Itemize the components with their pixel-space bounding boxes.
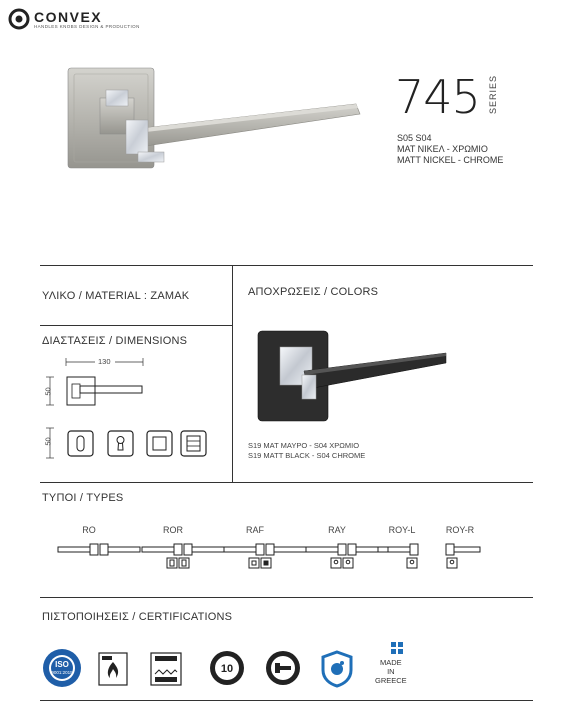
type-ro-diagram <box>58 544 140 555</box>
made-line-2: IN <box>387 667 395 676</box>
divider-types <box>40 482 533 483</box>
divider-certifications <box>40 597 533 598</box>
type-label-roy-l: ROY-L <box>388 525 416 535</box>
type-raf-diagram <box>224 544 306 568</box>
dimension-height-1: 50 <box>43 387 53 396</box>
made-line-3: GREECE <box>375 676 407 685</box>
corrosion-resistance-icon <box>150 652 182 686</box>
brand-tagline: HANDLES KNOBS DESIGN & PRODUCTION <box>34 24 140 29</box>
type-roy-l-diagram <box>378 544 418 568</box>
type-ray-diagram <box>306 544 388 568</box>
cycle-test-icon <box>265 650 301 686</box>
svg-text:10: 10 <box>220 663 234 675</box>
color-line-english: S19 MATT BLACK - S04 CHROME <box>248 451 366 460</box>
dimension-height-2: 50 <box>43 437 53 446</box>
dimensions-title: ΔΙΑΣΤΑΣΕΙΣ / DIMENSIONS <box>42 335 188 347</box>
series-word: SERIES <box>488 74 498 114</box>
type-label-ror: ROR <box>163 525 183 535</box>
iso-text: ISO <box>55 660 69 669</box>
types-diagrams <box>50 540 490 575</box>
product-finish-english: MATT NICKEL - CHROME <box>397 155 504 165</box>
iso-badge-icon <box>42 648 82 688</box>
convex-logo-icon <box>8 8 30 30</box>
type-label-ray: RAY <box>328 525 346 535</box>
colors-title: ΑΠΟΧΡΩΣΕΙΣ / COLORS <box>248 286 379 298</box>
divider-bottom <box>40 700 533 701</box>
divider-vertical <box>232 265 233 482</box>
product-finish-greek: ΜΑΤ ΝΙΚΕΛ - ΧΡΩΜΙΟ <box>397 144 488 154</box>
certifications-title: ΠΙΣΤΟΠΟΙΗΣΕΙΣ / CERTIFICATIONS <box>42 611 233 623</box>
made-in-greece <box>375 658 407 685</box>
type-roy-r-diagram <box>446 544 480 568</box>
ten-year-warranty-icon <box>209 650 245 686</box>
type-label-roy-r: ROY-R <box>445 525 475 535</box>
type-label-raf: RAF <box>246 525 264 535</box>
product-code-block <box>397 133 503 166</box>
rose-square-icon <box>146 430 173 457</box>
made-line-1: MADE <box>380 658 402 667</box>
type-ror-diagram <box>142 544 224 568</box>
iso-number: 9001:2015 <box>51 670 73 675</box>
rose-lines-icon <box>180 430 207 457</box>
divider-top <box>40 265 533 266</box>
series-number: 745 <box>395 70 480 124</box>
antibacterial-shield-icon <box>320 650 354 688</box>
color-variant-image <box>250 325 450 435</box>
greece-flag-icon <box>391 642 403 654</box>
product-code: S05 S04 <box>397 133 432 143</box>
product-handle-image <box>60 60 390 180</box>
material-label: ΥΛΙΚΟ / MATERIAL : ZAMAK <box>42 290 190 302</box>
fire-resistance-icon <box>98 652 128 686</box>
rose-oval-icon <box>67 430 94 457</box>
divider-material <box>40 325 232 326</box>
types-title: ΤΥΠΟΙ / TYPES <box>42 492 124 504</box>
brand-logo <box>8 8 138 34</box>
dimension-width: 130 <box>98 357 111 366</box>
rose-keyhole-icon <box>107 430 134 457</box>
color-line-greek: S19 MAT ΜΑΥΡΟ - S04 ΧΡΩΜΙΟ <box>248 441 360 450</box>
brand-name: CONVEX <box>34 9 103 25</box>
type-label-ro: RO <box>82 525 96 535</box>
